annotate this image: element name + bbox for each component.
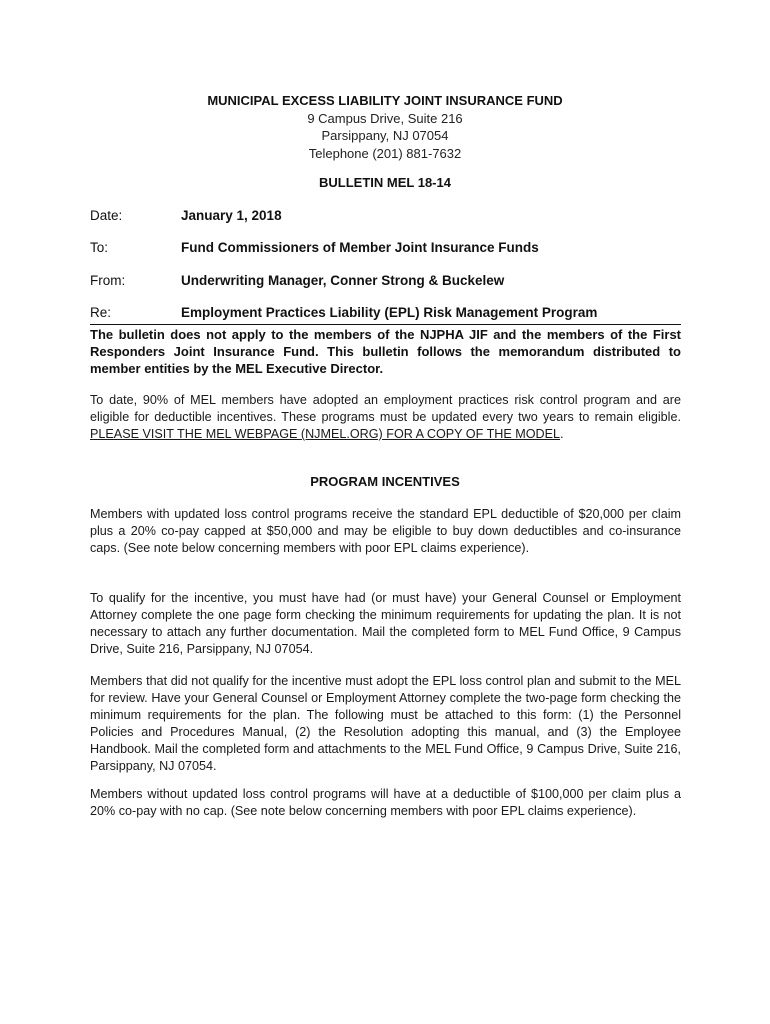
- paragraph-updated-programs: Members with updated loss control programs receive the standard EPL deductible of $20,000 per claim plus a 20% co-pay capped at $50,000 and may be eligible to buy down deductibles and co-insurance caps. (See note below concerning members with poor EPL claims experience).: [90, 507, 681, 555]
- from-value: Underwriting Manager, Conner Strong & Buckelew: [181, 273, 505, 288]
- to-value: Fund Commissioners of Member Joint Insurance Funds: [181, 240, 539, 255]
- from-label: From:: [90, 273, 126, 288]
- memo-re-row: [90, 304, 690, 322]
- re-label: Re:: [90, 305, 112, 320]
- address-line-2: Parsippany, NJ 07054: [321, 128, 449, 143]
- re-value: Employment Practices Liability (EPL) Risk Management Program: [181, 305, 598, 320]
- mel-webpage-link[interactable]: PLEASE VISIT THE MEL WEBPAGE (NJMEL.ORG) FOR A COPY OF THE MODEL: [90, 427, 561, 441]
- intro-paragraph: [90, 392, 681, 443]
- bulletin-number: BULLETIN MEL 18-14: [319, 175, 451, 190]
- section-title: PROGRAM INCENTIVES: [310, 474, 460, 489]
- intro-text: To date, 90% of MEL members have adopted an employment practices risk control program and are eligible for deductible incentives. These programs must be updated every two years to remain eligible.: [90, 393, 681, 424]
- divider-rule: [90, 324, 681, 325]
- to-label: To:: [90, 240, 109, 255]
- memo-to-row: [90, 239, 690, 257]
- paragraph-not-qualified: Members that did not qualify for the incentive must adopt the EPL loss control plan and submit to the MEL for review. Have your General Counsel or Employment Attorney complete the two-page form checking the minimum requirements for the plan. The following must be attached to this form: (1) the Personnel Policies and Procedures Manual, (2) the Resolution adopting this manual, and (3) the Employee Handbook. Mail the completed form and attachments to the MEL Fund Office, 9 Campus Drive, Suite 216, Parsippany, NJ 07054.: [90, 674, 681, 773]
- letterhead: [60, 92, 710, 162]
- telephone: Telephone (201) 881-7632: [308, 145, 462, 161]
- org-name: MUNICIPAL EXCESS LIABILITY JOINT INSURANCE FUND: [207, 93, 563, 108]
- memo-from-row: [90, 272, 690, 290]
- date-value: January 1, 2018: [181, 208, 282, 223]
- address-line-1: 9 Campus Drive, Suite 216: [307, 110, 463, 126]
- paragraph-without-programs: Members without updated loss control programs will have at a deductible of $100,000 per claim plus a 20% co-pay with no cap. (See note below concerning members with poor EPL claims experience).: [90, 787, 681, 818]
- memo-date-row: [90, 207, 690, 225]
- intro-end: .: [560, 427, 564, 441]
- applicability-notice: The bulletin does not apply to the members of the NJPHA JIF and the members of the First Responders Joint Insurance Fund. This bulletin follows the memorandum distributed to member entities by the MEL Executive Director.: [90, 327, 681, 376]
- date-label: Date:: [90, 208, 123, 223]
- paragraph-qualify: To qualify for the incentive, you must have had (or must have) your General Counsel or Employment Attorney complete the one page form checking the minimum requirements for updating the plan. It is not necessary to attach any further documentation. Mail the completed form to MEL Fund Office, 9 Campus Drive, Suite 216, Parsippany, NJ 07054.: [90, 591, 681, 656]
